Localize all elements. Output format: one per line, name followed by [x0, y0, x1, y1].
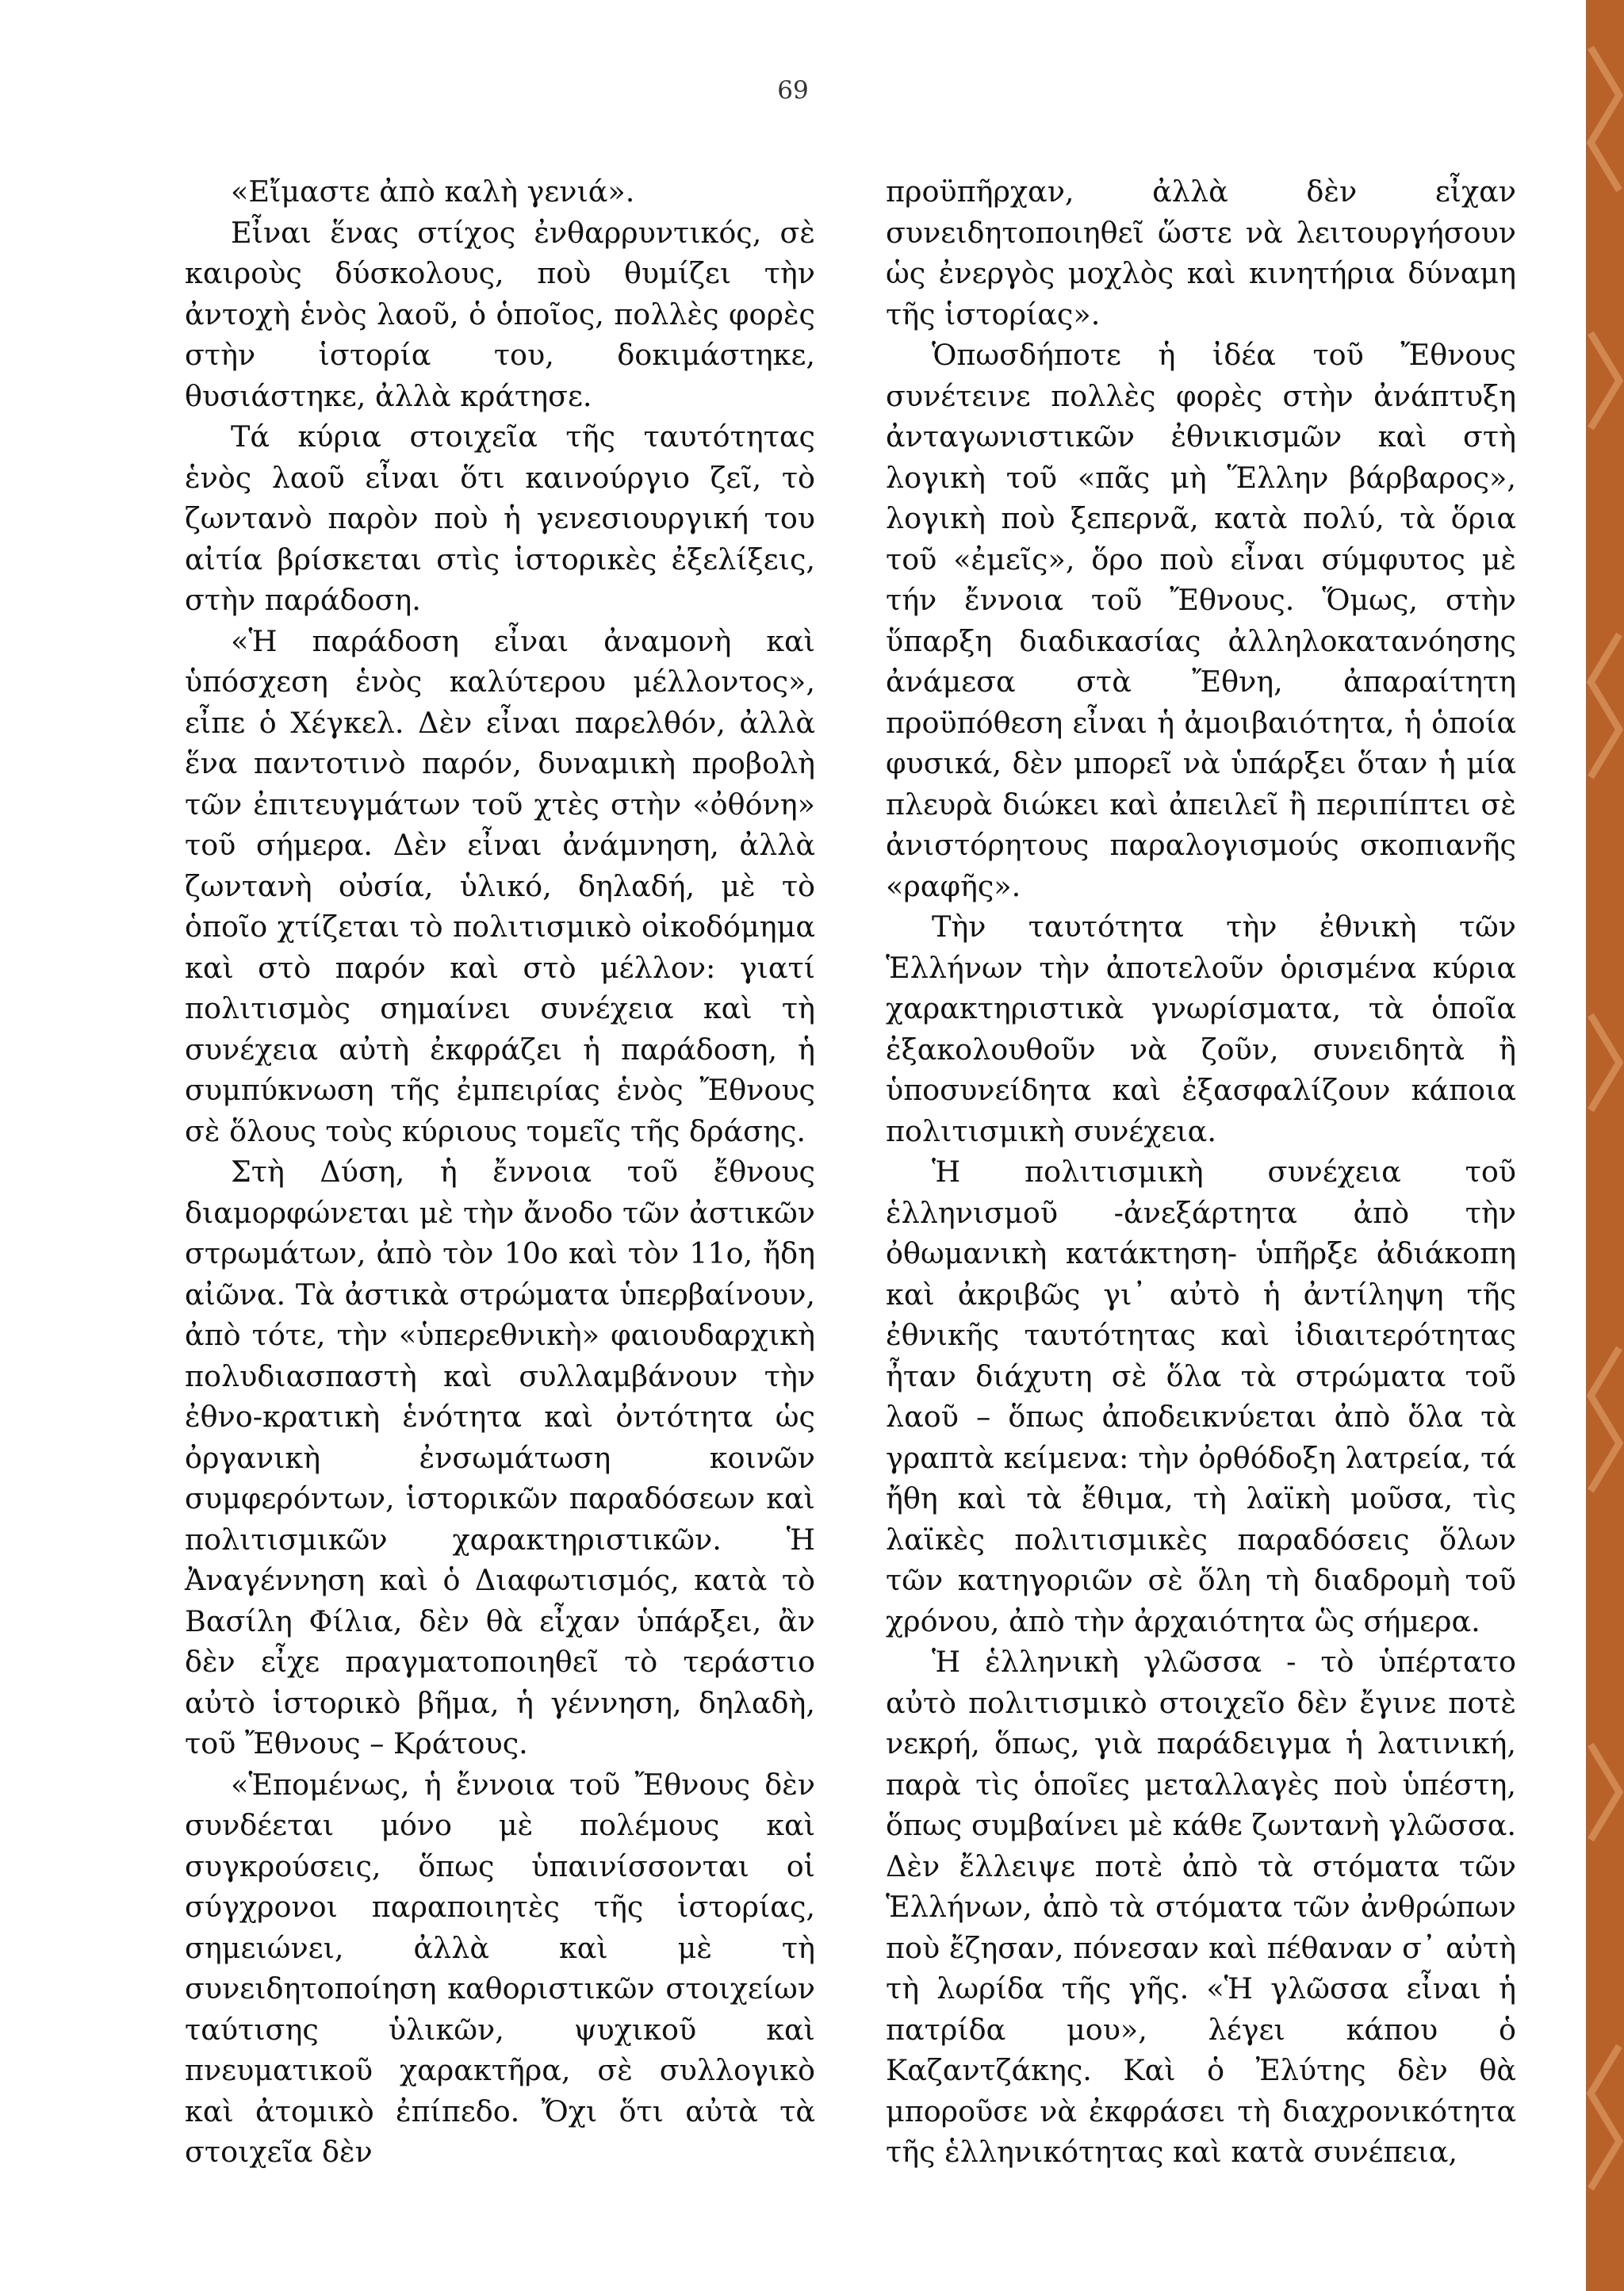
- decorative-edge-band: [1586, 0, 1624, 2291]
- paragraph: Τά κύρια στοιχεῖα τῆς ταυτότητας ἑνὸς λαοῦ εἶναι ὅτι καινούργιο ζεῖ, τὸ ζωντανὸ παρὸν ποὺ ἡ γενεσιουργική του αἰτία βρίσκεται στὶς ἱστορικὲς ἐξελίξεις, στὴν παράδοση.: [185, 420, 815, 617]
- paragraph: Ἡ ἑλληνικὴ γλῶσσα - τὸ ὑπέρτατο αὐτὸ πολιτισμικὸ στοιχεῖο δὲν ἔγινε ποτὲ νεκρή, ὅπως, γιὰ παράδειγμα ἡ λατινική, παρὰ τὶς ὁποῖες μεταλλαγὲς ποὺ ὑπέστη, ὅπως συμβαίνει μὲ κάθε ζωντανὴ γλῶσσα. Δὲν ἔλλειψε ποτὲ ἀπὸ τὰ στόματα τῶν Ἑλλήνων, ἀπὸ τὰ στόματα τῶν ἀνθρώπων ποὺ ἔζησαν, πόνεσαν καὶ πέθαναν σ᾽ αὐτὴ τὴ λωρίδα τῆς γῆς. «Ἡ γλῶσσα εἶναι ἡ πατρίδα μου», λέγει κάπου ὁ Καζαντζάκης. Καὶ ὁ Ἐλύτης δὲν θὰ μποροῦσε νὰ ἐκφράσει τὴ διαχρονικότητα τῆς ἑλληνικότητας καὶ κατὰ συνέπεια,: [886, 1645, 1516, 2169]
- left-column: [185, 171, 815, 2173]
- paragraph: Τὴν ταυτότητα τὴν ἐθνικὴ τῶν Ἑλλήνων τὴν ἀποτελοῦν ὁρισμένα κύρια χαρακτηριστικὰ γνωρίσματα, τὰ ὁποῖα ἐξακολουθοῦν νὰ ζοῦν, συνειδητὰ ἢ ὑποσυνείδητα καὶ ἐξασφαλίζουν κάποια πολιτισμικὴ συνέχεια.: [886, 910, 1516, 1148]
- paragraph: Στὴ Δύση, ἡ ἔννοια τοῦ ἔθνους διαμορφώνεται μὲ τὴν ἄνοδο τῶν ἀστικῶν στρωμάτων, ἀπὸ τὸν 10ο καὶ τὸν 11ο, ἤδη αἰῶνα. Τὰ ἀστικὰ στρώματα ὑπερβαίνουν, ἀπὸ τότε, τὴν «ὑπερεθνικὴ» φαιουδαρχικὴ πολυδιασπαστὴ καὶ συλλαμβάνουν τὴν ἐθνο-κρατικὴ ἑνότητα καὶ ὀντότητα ὡς ὀργανικὴ ἐνσωμάτωση κοινῶν συμφερόντων, ἱστορικῶν παραδόσεων καὶ πολιτισμικῶν χαρακτηριστικῶν. Ἡ Ἀναγέννηση καὶ ὁ Διαφωτισμός, κατὰ τὸ Βασίλη Φίλια, δὲν θὰ εἶχαν ὑπάρξει, ἂν δὲν εἶχε πραγματοποιηθεῖ τὸ τεράστιο αὐτὸ ἱστορικὸ βῆμα, ἡ γέννηση, δηλαδὴ, τοῦ Ἔθνους – Κράτους.: [185, 1155, 815, 1760]
- edge-pattern: [1586, 0, 1624, 2291]
- paragraph: Εἶναι ἕνας στίχος ἐνθαρρυντικός, σὲ καιροὺς δύσκολους, ποὺ θυμίζει τὴν ἀντοχὴ ἑνὸς λαοῦ, ὁ ὁποῖος, πολλὲς φορὲς στὴν ἱστορία του, δοκιμάστηκε, θυσιάστηκε, ἀλλὰ κράτησε.: [185, 215, 815, 413]
- paragraph: προϋπῆρχαν, ἀλλὰ δὲν εἶχαν συνειδητοποιηθεῖ ὥστε νὰ λειτουργήσουν ὡς ἐνεργὸς μοχλὸς καὶ κινητήρια δύναμη τῆς ἱστορίας».: [886, 174, 1516, 331]
- right-column: [886, 171, 1516, 2173]
- page-number: 69: [777, 76, 809, 105]
- paragraph: «Ἑπομένως, ἡ ἔννοια τοῦ Ἔθνους δὲν συνδέεται μόνο μὲ πολέμους καὶ συγκρούσεις, ὅπως ὑπαινίσσονται οἱ σύγχρονοι παραποιητὲς τῆς ἱστορίας, σημειώνει, ἀλλὰ καὶ μὲ τὴ συνειδητοποίηση καθοριστικῶν στοιχείων ταύτισης ὑλικῶν, ψυχικοῦ καὶ πνευματικοῦ χαρακτῆρα, σὲ συλλογικὸ καὶ ἀτομικὸ ἐπίπεδο. Ὄχι ὅτι αὐτὰ τὰ στοιχεῖα δὲν: [185, 1767, 815, 2169]
- paragraph: Ὁπωσδήποτε ἡ ἰδέα τοῦ Ἔθνους συνέτεινε πολλὲς φορὲς στὴν ἀνάπτυξη ἀνταγωνιστικῶν ἐθνικισμῶν καὶ στὴ λογικὴ τοῦ «πᾶς μὴ Ἕλλην βάρβαρος», λογικὴ ποὺ ξεπερνᾶ, κατὰ πολύ, τὰ ὅρια τοῦ «ἐμεῖς», ὅρο ποὺ εἶναι σύμφυτος μὲ τήν ἔννοια τοῦ Ἔθνους. Ὅμως, στὴν ὕπαρξη διαδικασίας ἀλληλοκατανόησης ἀνάμεσα στὰ Ἔθνη, ἀπαραίτητη προϋπόθεση εἶναι ἡ ἀμοιβαιότητα, ἡ ὁποία φυσικά, δὲν μπορεῖ νὰ ὑπάρξει ὅταν ἡ μία πλευρὰ διώκει καὶ ἀπειλεῖ ἢ περιπίπτει σὲ ἀνιστόρητους παραλογισμούς σκοπιανῆς «ραφῆς».: [886, 338, 1516, 903]
- paragraph: «Εἴμαστε ἀπὸ καλὴ γενιά».: [231, 174, 635, 209]
- paragraph: Ἡ πολιτισμικὴ συνέχεια τοῦ ἑλληνισμοῦ -ἀνεξάρτητα ἀπὸ τὴν ὀθωμανικὴ κατάκτηση- ὑπῆρξε ἀδιάκοπη καὶ ἀκριβῶς γι᾽ αὐτὸ ἡ ἀντίληψη τῆς ἐθνικῆς ταυτότητας καὶ ἰδιαιτερότητας ἦταν διάχυτη σὲ ὅλα τὰ στρώματα τοῦ λαοῦ – ὅπως ἀποδεικνύεται ἀπὸ ὅλα τὰ γραπτὰ κείμενα: τὴν ὀρθόδοξη λατρεία, τά ἤθη καὶ τὰ ἔθιμα, τὴ λαϊκὴ μοῦσα, τὶς λαϊκὲς πολιτισμικὲς παραδόσεις ὅλων τῶν κατηγοριῶν σὲ ὅλη τὴ διαδρομὴ τοῦ χρόνου, ἀπὸ τὴν ἀρχαιότητα ὣς σήμερα.: [886, 1155, 1516, 1638]
- paragraph: «Ἡ παράδοση εἶναι ἀναμονὴ καὶ ὑπόσχεση ἑνὸς καλύτερου μέλλοντος», εἶπε ὁ Χέγκελ. Δὲν εἶναι παρελθόν, ἀλλὰ ἕνα παντοτινὸ παρόν, δυναμικὴ προβολὴ τῶν ἐπιτευγμάτων τοῦ χτὲς στὴν «ὀθόνη» τοῦ σήμερα. Δὲν εἶναι ἀνάμνηση, ἀλλὰ ζωντανὴ οὐσία, ὑλικό, δηλαδή, μὲ τὸ ὁποῖο χτίζεται τὸ πολιτισμικὸ οἰκοδόμημα καὶ στὸ παρόν καὶ στὸ μέλλον: γιατί πολιτισμὸς σημαίνει συνέχεια καὶ τὴ συνέχεια αὐτὴ ἐκφράζει ἡ παράδοση, ἡ συμπύκνωση τῆς ἐμπειρίας ἑνὸς Ἔθνους σὲ ὅλους τοὺς κύριους τομεῖς τῆς δράσης.: [185, 623, 815, 1148]
